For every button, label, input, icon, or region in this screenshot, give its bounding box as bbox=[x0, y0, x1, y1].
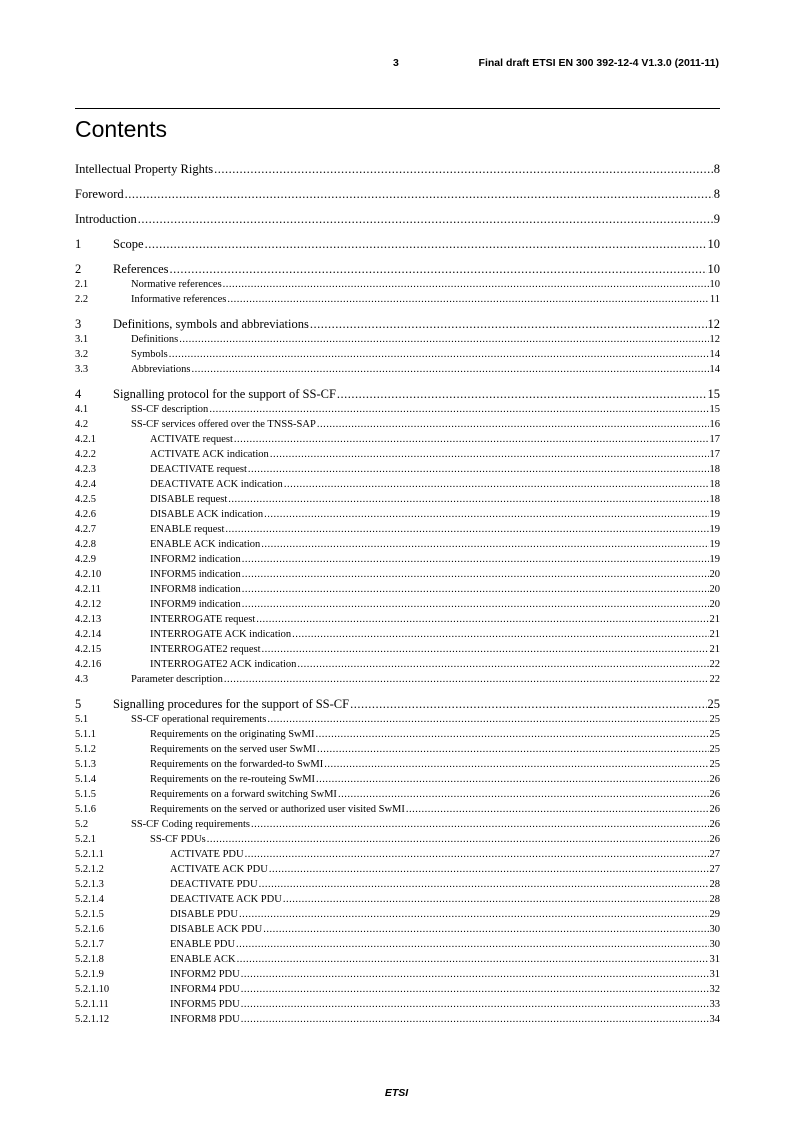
toc-entry[interactable] bbox=[75, 212, 720, 227]
toc-entry-title: Informative references bbox=[131, 294, 227, 305]
toc-entry[interactable] bbox=[75, 672, 720, 687]
toc-dot-leader bbox=[267, 712, 708, 727]
toc-entry-title: ENABLE ACK bbox=[170, 954, 236, 965]
toc-dot-leader bbox=[242, 582, 709, 597]
toc-dot-leader bbox=[241, 967, 709, 982]
toc-dot-leader bbox=[169, 347, 709, 362]
toc-entry-page: 21 bbox=[709, 629, 720, 640]
toc-entry-title: Signalling procedures for the support of SS-CF bbox=[113, 697, 350, 711]
toc-dot-leader bbox=[236, 937, 708, 952]
toc-entry-page: 26 bbox=[709, 789, 720, 800]
toc-entry[interactable] bbox=[75, 847, 720, 862]
toc-entry-page: 12 bbox=[707, 317, 720, 331]
toc-entry-number: 4.2.6 bbox=[75, 509, 96, 520]
toc-dot-leader bbox=[261, 537, 708, 552]
toc-entry[interactable] bbox=[75, 627, 720, 642]
toc-entry-number: 4.2.8 bbox=[75, 539, 96, 550]
toc-dot-leader bbox=[170, 262, 707, 277]
toc-entry-title: DISABLE ACK PDU bbox=[170, 924, 263, 935]
toc-entry-number: 2 bbox=[75, 262, 82, 276]
toc-entry-page: 21 bbox=[709, 614, 720, 625]
toc-entry-number: 5.2.1 bbox=[75, 834, 96, 845]
toc-dot-leader bbox=[228, 492, 708, 507]
toc-entry-page: 10 bbox=[709, 279, 720, 290]
toc-dot-leader bbox=[242, 597, 709, 612]
toc-entry-title: ENABLE ACK indication bbox=[150, 539, 261, 550]
toc-entry-page: 8 bbox=[713, 162, 720, 176]
toc-entry-page: 18 bbox=[709, 479, 720, 490]
toc-dot-leader bbox=[324, 757, 708, 772]
toc-entry[interactable] bbox=[75, 507, 720, 522]
toc-dot-leader bbox=[406, 802, 709, 817]
toc-entry-page: 28 bbox=[709, 894, 720, 905]
toc-entry-page: 12 bbox=[709, 334, 720, 345]
toc-entry[interactable] bbox=[75, 597, 720, 612]
toc-entry-number: 5.1.2 bbox=[75, 744, 96, 755]
toc-entry[interactable] bbox=[75, 292, 720, 307]
toc-entry-number: 5.2 bbox=[75, 819, 89, 830]
toc-entry-number: 5 bbox=[75, 697, 82, 711]
toc-dot-leader bbox=[234, 432, 709, 447]
toc-entry[interactable] bbox=[75, 937, 720, 952]
toc-dot-leader bbox=[310, 317, 707, 332]
toc-entry-page: 14 bbox=[709, 364, 720, 375]
toc-entry-page: 19 bbox=[709, 509, 720, 520]
toc-entry-page: 25 bbox=[709, 759, 720, 770]
toc-entry-page: 26 bbox=[709, 804, 720, 815]
toc-entry-number: 4.2.10 bbox=[75, 569, 102, 580]
toc-entry-number: 4.2.7 bbox=[75, 524, 96, 535]
toc-entry-page: 26 bbox=[709, 834, 720, 845]
toc-entry-title: INFORM5 indication bbox=[150, 569, 241, 580]
toc-entry-number: 3 bbox=[75, 317, 82, 331]
toc-entry-number: 5.2.1.2 bbox=[75, 864, 104, 875]
toc-entry-page: 30 bbox=[709, 924, 720, 935]
toc-entry-page: 16 bbox=[709, 419, 720, 430]
toc-dot-leader bbox=[284, 477, 709, 492]
toc-entry[interactable] bbox=[75, 262, 720, 277]
toc-entry-number: 5.1.1 bbox=[75, 729, 96, 740]
toc-entry-page: 11 bbox=[709, 294, 720, 305]
toc-entry-title: Foreword bbox=[75, 187, 124, 201]
toc-dot-leader bbox=[125, 187, 713, 202]
toc-entry-title: ACTIVATE request bbox=[150, 434, 233, 445]
toc-entry[interactable] bbox=[75, 817, 720, 832]
toc-entry[interactable] bbox=[75, 447, 720, 462]
toc-entry-number: 4.2.1 bbox=[75, 434, 96, 445]
toc-entry-number: 5.2.1.4 bbox=[75, 894, 104, 905]
toc-entry-number: 4.2.11 bbox=[75, 584, 101, 595]
toc-entry[interactable] bbox=[75, 582, 720, 597]
toc-entry-title: INFORM8 PDU bbox=[170, 1014, 240, 1025]
toc-dot-leader bbox=[138, 212, 713, 227]
toc-entry-title: Normative references bbox=[131, 279, 222, 290]
toc-entry-number: 5.2.1.6 bbox=[75, 924, 104, 935]
toc-entry[interactable] bbox=[75, 162, 720, 177]
toc-entry-page: 8 bbox=[713, 187, 720, 201]
toc-dot-leader bbox=[241, 1012, 709, 1027]
toc-entry-page: 20 bbox=[709, 599, 720, 610]
toc-entry[interactable] bbox=[75, 1012, 720, 1027]
toc-entry-title: INTERROGATE2 request bbox=[150, 644, 261, 655]
toc-entry[interactable] bbox=[75, 802, 720, 817]
toc-entry[interactable] bbox=[75, 362, 720, 377]
toc-entry-number: 4.1 bbox=[75, 404, 89, 415]
toc-entry-number: 5.2.1.5 bbox=[75, 909, 104, 920]
toc-entry-number: 4.2.2 bbox=[75, 449, 96, 460]
toc-entry[interactable] bbox=[75, 417, 720, 432]
toc-dot-leader bbox=[317, 742, 709, 757]
toc-entry-number: 5.2.1.12 bbox=[75, 1014, 110, 1025]
toc-entry-number: 4.2.5 bbox=[75, 494, 96, 505]
toc-entry-title: SS-CF PDUs bbox=[150, 834, 206, 845]
toc-entry[interactable] bbox=[75, 952, 720, 967]
toc-dot-leader bbox=[224, 672, 709, 687]
toc-entry-title: SS-CF Coding requirements bbox=[131, 819, 251, 830]
toc-entry-page: 22 bbox=[709, 659, 720, 670]
toc-entry[interactable] bbox=[75, 892, 720, 907]
toc-entry-title: Introduction bbox=[75, 212, 137, 226]
toc-entry-title: Requirements on the re-routeing SwMI bbox=[150, 774, 316, 785]
toc-dot-leader bbox=[283, 892, 709, 907]
toc-dot-leader bbox=[269, 862, 709, 877]
toc-entry-number: 5.2.1.11 bbox=[75, 999, 109, 1010]
toc-dot-leader bbox=[315, 727, 708, 742]
toc-entry[interactable] bbox=[75, 642, 720, 657]
toc-entry-page: 20 bbox=[709, 569, 720, 580]
toc-dot-leader bbox=[292, 627, 708, 642]
toc-dot-leader bbox=[242, 567, 709, 582]
toc-entry-page: 17 bbox=[709, 434, 720, 445]
toc-entry-title: ENABLE request bbox=[150, 524, 225, 535]
toc-entry-title: Requirements on the forwarded-to SwMI bbox=[150, 759, 324, 770]
toc-entry-number: 3.3 bbox=[75, 364, 89, 375]
toc-entry-number: 3.2 bbox=[75, 349, 89, 360]
toc-entry[interactable] bbox=[75, 552, 720, 567]
toc-entry[interactable] bbox=[75, 727, 720, 742]
header-document-title: Final draft ETSI EN 300 392-12-4 V1.3.0 (2011-11) bbox=[478, 57, 719, 69]
toc-entry-number: 4.2.14 bbox=[75, 629, 102, 640]
toc-entry[interactable] bbox=[75, 567, 720, 582]
toc-entry-page: 19 bbox=[709, 539, 720, 550]
toc-entry-number: 4.2.15 bbox=[75, 644, 102, 655]
toc-dot-leader bbox=[242, 552, 709, 567]
toc-dot-leader bbox=[192, 362, 709, 377]
toc-entry-title: DISABLE PDU bbox=[170, 909, 238, 920]
toc-entry-title: INTERROGATE request bbox=[150, 614, 256, 625]
toc-dot-leader bbox=[209, 402, 708, 417]
toc-entry-title: SS-CF description bbox=[131, 404, 209, 415]
toc-entry-title: INTERROGATE ACK indication bbox=[150, 629, 292, 640]
toc-entry[interactable] bbox=[75, 237, 720, 252]
toc-dot-leader bbox=[264, 507, 708, 522]
toc-entry-page: 21 bbox=[709, 644, 720, 655]
toc-entry-page: 31 bbox=[709, 969, 720, 980]
toc-entry[interactable] bbox=[75, 907, 720, 922]
toc-entry[interactable] bbox=[75, 967, 720, 982]
toc-entry-title: Definitions, symbols and abbreviations bbox=[113, 317, 309, 331]
toc-dot-leader bbox=[207, 832, 709, 847]
toc-entry-number: 5.1.5 bbox=[75, 789, 96, 800]
toc-entry[interactable] bbox=[75, 462, 720, 477]
toc-entry-title: Parameter description bbox=[131, 674, 223, 685]
toc-entry-page: 19 bbox=[709, 524, 720, 535]
toc-dot-leader bbox=[256, 612, 708, 627]
toc-dot-leader bbox=[227, 292, 709, 307]
toc-entry-title: DEACTIVATE ACK indication bbox=[150, 479, 283, 490]
toc-entry-page: 31 bbox=[709, 954, 720, 965]
toc-entry-title: Requirements on the served user SwMI bbox=[150, 744, 316, 755]
toc-dot-leader bbox=[223, 277, 709, 292]
toc-entry-number: 4 bbox=[75, 387, 82, 401]
toc-dot-leader bbox=[145, 237, 707, 252]
toc-entry-title: INFORM2 PDU bbox=[170, 969, 240, 980]
toc-entry-number: 4.2.13 bbox=[75, 614, 102, 625]
toc-dot-leader bbox=[350, 697, 706, 712]
toc-entry-page: 22 bbox=[709, 674, 720, 685]
toc-dot-leader bbox=[179, 332, 708, 347]
toc-entry-title: Abbreviations bbox=[131, 364, 191, 375]
toc-entry-number: 3.1 bbox=[75, 334, 89, 345]
toc-entry-page: 17 bbox=[709, 449, 720, 460]
toc-entry-page: 27 bbox=[709, 864, 720, 875]
toc-entry[interactable] bbox=[75, 277, 720, 292]
page-title: Contents bbox=[75, 116, 168, 142]
toc-entry-page: 25 bbox=[707, 697, 720, 711]
toc-entry-number: 4.2.16 bbox=[75, 659, 102, 670]
toc-entry[interactable] bbox=[75, 712, 720, 727]
toc-entry[interactable] bbox=[75, 537, 720, 552]
toc-entry[interactable] bbox=[75, 922, 720, 937]
toc-entry-title: References bbox=[113, 262, 169, 276]
toc-entry[interactable] bbox=[75, 317, 720, 332]
toc-dot-leader bbox=[245, 847, 709, 862]
toc-entry[interactable] bbox=[75, 522, 720, 537]
toc-entry[interactable] bbox=[75, 612, 720, 627]
toc-entry-title: ACTIVATE PDU bbox=[170, 849, 244, 860]
toc-entry[interactable] bbox=[75, 757, 720, 772]
table-of-contents bbox=[75, 162, 720, 1027]
toc-dot-leader bbox=[262, 642, 709, 657]
toc-dot-leader bbox=[214, 162, 713, 177]
toc-entry-title: INFORM2 indication bbox=[150, 554, 241, 565]
toc-entry-page: 15 bbox=[709, 404, 720, 415]
toc-entry-title: SS-CF services offered over the TNSS-SAP bbox=[131, 419, 316, 430]
toc-entry-title: INTERROGATE2 ACK indication bbox=[150, 659, 297, 670]
toc-dot-leader bbox=[241, 997, 709, 1012]
toc-entry[interactable] bbox=[75, 982, 720, 997]
toc-entry-page: 34 bbox=[709, 1014, 720, 1025]
toc-dot-leader bbox=[337, 387, 707, 402]
toc-entry-title: DEACTIVATE PDU bbox=[170, 879, 258, 890]
toc-entry[interactable] bbox=[75, 432, 720, 447]
toc-entry-number: 5.1 bbox=[75, 714, 89, 725]
toc-entry[interactable] bbox=[75, 187, 720, 202]
toc-dot-leader bbox=[239, 907, 709, 922]
toc-entry-page: 28 bbox=[709, 879, 720, 890]
toc-entry-title: DISABLE ACK indication bbox=[150, 509, 264, 520]
toc-entry-page: 25 bbox=[709, 714, 720, 725]
toc-entry-number: 4.2 bbox=[75, 419, 89, 430]
toc-entry[interactable] bbox=[75, 787, 720, 802]
toc-dot-leader bbox=[263, 922, 708, 937]
toc-entry-title: Intellectual Property Rights bbox=[75, 162, 214, 176]
toc-entry-title: Symbols bbox=[131, 349, 168, 360]
toc-entry-number: 4.3 bbox=[75, 674, 89, 685]
toc-dot-leader bbox=[338, 787, 709, 802]
toc-entry-title: DEACTIVATE request bbox=[150, 464, 247, 475]
toc-dot-leader bbox=[241, 982, 709, 997]
toc-entry-title: ACTIVATE ACK PDU bbox=[170, 864, 268, 875]
toc-entry-title: DEACTIVATE ACK PDU bbox=[170, 894, 282, 905]
toc-entry-page: 15 bbox=[707, 387, 720, 401]
toc-entry[interactable] bbox=[75, 347, 720, 362]
toc-entry-number: 4.2.12 bbox=[75, 599, 102, 610]
toc-entry[interactable] bbox=[75, 997, 720, 1012]
toc-entry-page: 18 bbox=[709, 464, 720, 475]
header-page-number: 3 bbox=[393, 57, 399, 69]
toc-entry-number: 4.2.9 bbox=[75, 554, 96, 565]
toc-dot-leader bbox=[225, 522, 708, 537]
toc-dot-leader bbox=[251, 817, 708, 832]
toc-entry-page: 18 bbox=[709, 494, 720, 505]
toc-entry-page: 32 bbox=[709, 984, 720, 995]
toc-entry-number: 5.2.1.8 bbox=[75, 954, 104, 965]
toc-entry-number: 1 bbox=[75, 237, 82, 251]
toc-entry-title: DISABLE request bbox=[150, 494, 228, 505]
toc-dot-leader bbox=[248, 462, 709, 477]
toc-entry-page: 10 bbox=[707, 262, 720, 276]
toc-entry-number: 5.2.1.10 bbox=[75, 984, 110, 995]
toc-entry-number: 5.2.1.7 bbox=[75, 939, 104, 950]
toc-dot-leader bbox=[259, 877, 709, 892]
toc-entry-page: 29 bbox=[709, 909, 720, 920]
toc-entry-number: 5.1.6 bbox=[75, 804, 96, 815]
page-header bbox=[0, 57, 793, 71]
header-rule bbox=[75, 108, 720, 109]
toc-entry-page: 25 bbox=[709, 744, 720, 755]
toc-entry-title: ACTIVATE ACK indication bbox=[150, 449, 269, 460]
toc-entry-page: 20 bbox=[709, 584, 720, 595]
toc-entry-title: INFORM5 PDU bbox=[170, 999, 240, 1010]
toc-entry[interactable] bbox=[75, 697, 720, 712]
toc-entry[interactable] bbox=[75, 877, 720, 892]
toc-entry-page: 27 bbox=[709, 849, 720, 860]
toc-entry[interactable] bbox=[75, 387, 720, 402]
toc-entry-number: 2.2 bbox=[75, 294, 89, 305]
toc-entry-page: 26 bbox=[709, 774, 720, 785]
toc-entry-number: 4.2.4 bbox=[75, 479, 96, 490]
toc-entry-title: INFORM4 PDU bbox=[170, 984, 240, 995]
toc-dot-leader bbox=[317, 417, 709, 432]
toc-entry-number: 5.1.4 bbox=[75, 774, 96, 785]
toc-dot-leader bbox=[316, 772, 708, 787]
toc-entry-title: ENABLE PDU bbox=[170, 939, 236, 950]
toc-entry[interactable] bbox=[75, 772, 720, 787]
toc-dot-leader bbox=[237, 952, 709, 967]
toc-entry-number: 4.2.3 bbox=[75, 464, 96, 475]
toc-entry-title: Requirements on the served or authorized user visited SwMI bbox=[150, 804, 405, 815]
toc-entry-title: Scope bbox=[113, 237, 144, 251]
toc-entry-page: 30 bbox=[709, 939, 720, 950]
toc-entry[interactable] bbox=[75, 862, 720, 877]
toc-entry-page: 33 bbox=[709, 999, 720, 1010]
toc-entry-page: 19 bbox=[709, 554, 720, 565]
toc-entry-number: 5.1.3 bbox=[75, 759, 96, 770]
toc-entry-page: 9 bbox=[713, 212, 720, 226]
toc-entry-number: 5.2.1.3 bbox=[75, 879, 104, 890]
toc-entry[interactable] bbox=[75, 657, 720, 672]
toc-entry-page: 26 bbox=[709, 819, 720, 830]
toc-entry[interactable] bbox=[75, 402, 720, 417]
toc-entry-title: Signalling protocol for the support of SS-CF bbox=[113, 387, 336, 401]
toc-entry-title: INFORM8 indication bbox=[150, 584, 241, 595]
toc-entry-page: 14 bbox=[709, 349, 720, 360]
toc-dot-leader bbox=[297, 657, 708, 672]
toc-entry-page: 25 bbox=[709, 729, 720, 740]
toc-entry-title: Requirements on a forward switching SwMI bbox=[150, 789, 337, 800]
toc-dot-leader bbox=[270, 447, 709, 462]
toc-entry-number: 2.1 bbox=[75, 279, 89, 290]
toc-entry[interactable] bbox=[75, 477, 720, 492]
toc-entry[interactable] bbox=[75, 492, 720, 507]
toc-entry[interactable] bbox=[75, 832, 720, 847]
footer-etsi: ETSI bbox=[384, 1087, 409, 1099]
toc-entry-title: SS-CF operational requirements bbox=[131, 714, 267, 725]
toc-entry-title: Requirements on the originating SwMI bbox=[150, 729, 315, 740]
toc-entry[interactable] bbox=[75, 332, 720, 347]
toc-entry-page: 10 bbox=[707, 237, 720, 251]
toc-entry-number: 5.2.1.9 bbox=[75, 969, 104, 980]
toc-entry[interactable] bbox=[75, 742, 720, 757]
toc-entry-title: INFORM9 indication bbox=[150, 599, 241, 610]
toc-entry-number: 5.2.1.1 bbox=[75, 849, 104, 860]
toc-entry-title: Definitions bbox=[131, 334, 179, 345]
